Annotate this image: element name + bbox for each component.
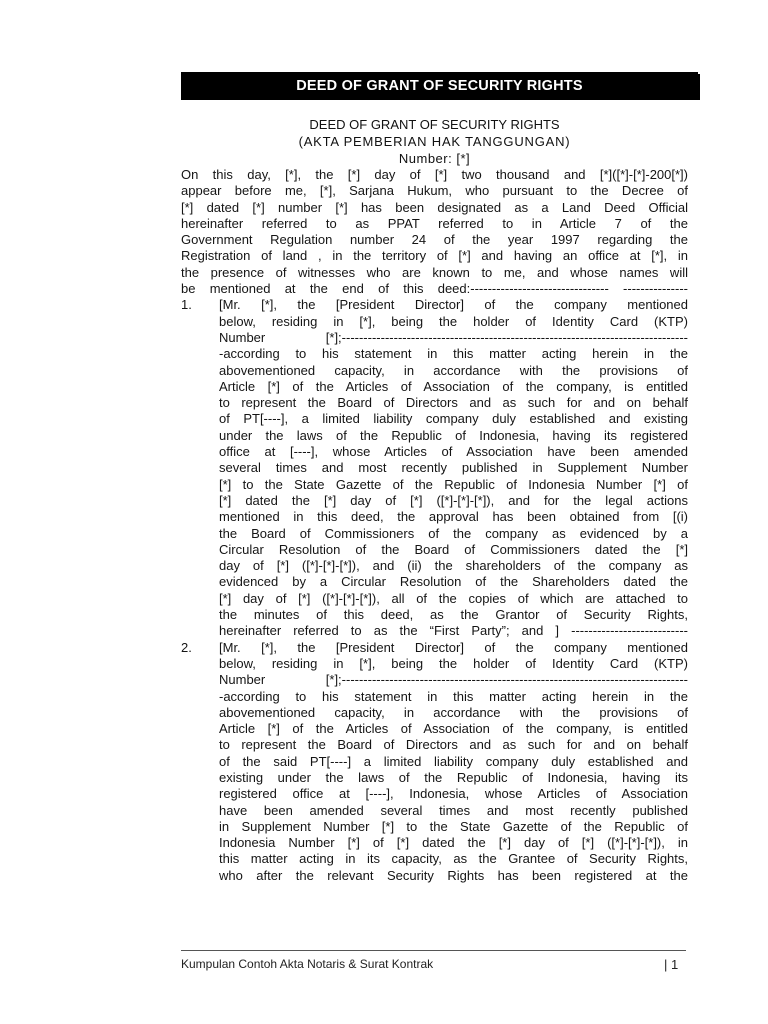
text-line: [*] dated the [*] day of [*] ([*]-[*]-[*]), and for the legal actions bbox=[219, 492, 688, 508]
text-line: hereinafter referred to as PPAT referred to in Article 7 of the bbox=[181, 215, 688, 231]
text-line: day of [*] ([*]-[*]-[*]), and (ii) the shareholders of the company as bbox=[219, 558, 688, 574]
deed-body bbox=[181, 167, 688, 884]
text-line: office at [----], whose Articles of Association have been amended bbox=[219, 444, 688, 460]
text-line: have been amended several times and most recently published bbox=[219, 802, 688, 818]
text-line: Number [*];-------------------------------------------------------------------------------- bbox=[219, 329, 688, 345]
banner-title: DEED OF GRANT OF SECURITY RIGHTS bbox=[296, 78, 583, 94]
list-marker: 1. bbox=[181, 297, 192, 313]
text-line: [*] dated [*] number [*] has been designated as a Land Deed Official bbox=[181, 199, 688, 215]
deed-title: DEED OF GRANT OF SECURITY RIGHTS bbox=[309, 117, 560, 132]
text-line: Indonesia Number [*] of [*] dated the [*] day of [*] ([*]-[*]-[*]), in bbox=[219, 835, 688, 851]
text-line: below, residing in [*], being the holder of Identity Card (KTP) bbox=[219, 313, 688, 329]
text-line: of the said PT[----] a limited liability company duly established and bbox=[219, 753, 688, 769]
text-line: On this day, [*], the [*] day of [*] two thousand and [*]([*]-[*]-200[*]) bbox=[181, 167, 688, 182]
text-line: Registration of land , in the territory of [*] and having an office at [*], in bbox=[181, 248, 688, 264]
text-line: mentioned in this deed, the approval has been obtained from [(i) bbox=[219, 509, 688, 525]
party-text bbox=[219, 297, 688, 639]
text-line: the minutes of this deed, as the Grantor of Security Rights, bbox=[219, 607, 688, 623]
text-line: the presence of witnesses who are known to me, and whose names will bbox=[181, 264, 688, 280]
text-line: [Mr. [*], the [President Director] of the company mentioned bbox=[219, 639, 688, 655]
text-line: -according to his statement in this matter acting herein in the bbox=[219, 688, 688, 704]
text-line: abovementioned capacity, in accordance with the provisions of bbox=[219, 704, 688, 720]
text-line: Circular Resolution of the Board of Commissioners dated the [*] bbox=[219, 541, 688, 557]
text-line: several times and most recently published in Supplement Number bbox=[219, 460, 688, 476]
deed-header bbox=[181, 116, 688, 167]
opening-paragraph bbox=[181, 167, 688, 297]
text-line: -according to his statement in this matter acting herein in the bbox=[219, 346, 688, 362]
text-line: be mentioned at the end of this deed:-------------------------------- --------------- bbox=[181, 281, 688, 297]
party-item-1 bbox=[181, 297, 688, 639]
text-line: in Supplement Number [*] to the State Gazette of the Republic of bbox=[219, 818, 688, 834]
list-marker: 2. bbox=[181, 639, 192, 655]
text-line: appear before me, [*], Sarjana Hukum, who pursuant to the Decree of bbox=[181, 183, 688, 199]
text-line: evidenced by a Circular Resolution of the Shareholders dated the bbox=[219, 574, 688, 590]
text-line: [*] to the State Gazette of the Republic of Indonesia Number [*] of bbox=[219, 476, 688, 492]
text-line: this matter acting in its capacity, as the Grantee of Security Rights, bbox=[219, 851, 688, 867]
text-line: who after the relevant Security Rights has been registered at the bbox=[219, 867, 688, 883]
footer-text: Kumpulan Contoh Akta Notaris & Surat Kontrak bbox=[181, 957, 434, 971]
text-line: abovementioned capacity, in accordance with the provisions of bbox=[219, 362, 688, 378]
text-line: to represent the Board of Directors and as such for and on behalf bbox=[219, 395, 688, 411]
text-line: [Mr. [*], the [President Director] of the company mentioned bbox=[219, 297, 688, 313]
page-number: | 1 bbox=[664, 957, 679, 972]
text-line: of PT[----], a limited liability company duly established and existing bbox=[219, 411, 688, 427]
deed-subtitle: (AKTA PEMBERIAN HAK TANGGUNGAN) bbox=[298, 134, 571, 149]
text-line: under the laws of the Republic of Indonesia, having its registered bbox=[219, 427, 688, 443]
text-line: Number [*];-------------------------------------------------------------------------------- bbox=[219, 672, 688, 688]
text-line: Article [*] of the Articles of Association of the company, is entitled bbox=[219, 378, 688, 394]
text-line: Article [*] of the Articles of Association of the company, is entitled bbox=[219, 721, 688, 737]
footer-divider bbox=[181, 950, 686, 951]
text-line: to represent the Board of Directors and as such for and on behalf bbox=[219, 737, 688, 753]
text-line: hereinafter referred to as the “First Party”; and ] --------------------------- bbox=[219, 623, 688, 639]
banner-edge-line bbox=[698, 74, 700, 100]
deed-number: Number: [*] bbox=[398, 151, 471, 166]
party-item-2 bbox=[181, 640, 688, 884]
text-line: the Board of Commissioners of the company as evidenced by a bbox=[219, 525, 688, 541]
text-line: registered office at [----], Indonesia, whose Articles of Association bbox=[219, 786, 688, 802]
text-line: Government Regulation number 24 of the year 1997 regarding the bbox=[181, 232, 688, 248]
text-line: existing under the laws of the Republic of Indonesia, having its bbox=[219, 769, 688, 785]
title-banner bbox=[181, 72, 698, 100]
party-text bbox=[219, 640, 688, 884]
text-line: [*] day of [*] ([*]-[*]-[*]), all of the copies of which are attached to bbox=[219, 590, 688, 606]
text-line: below, residing in [*], being the holder of Identity Card (KTP) bbox=[219, 655, 688, 671]
